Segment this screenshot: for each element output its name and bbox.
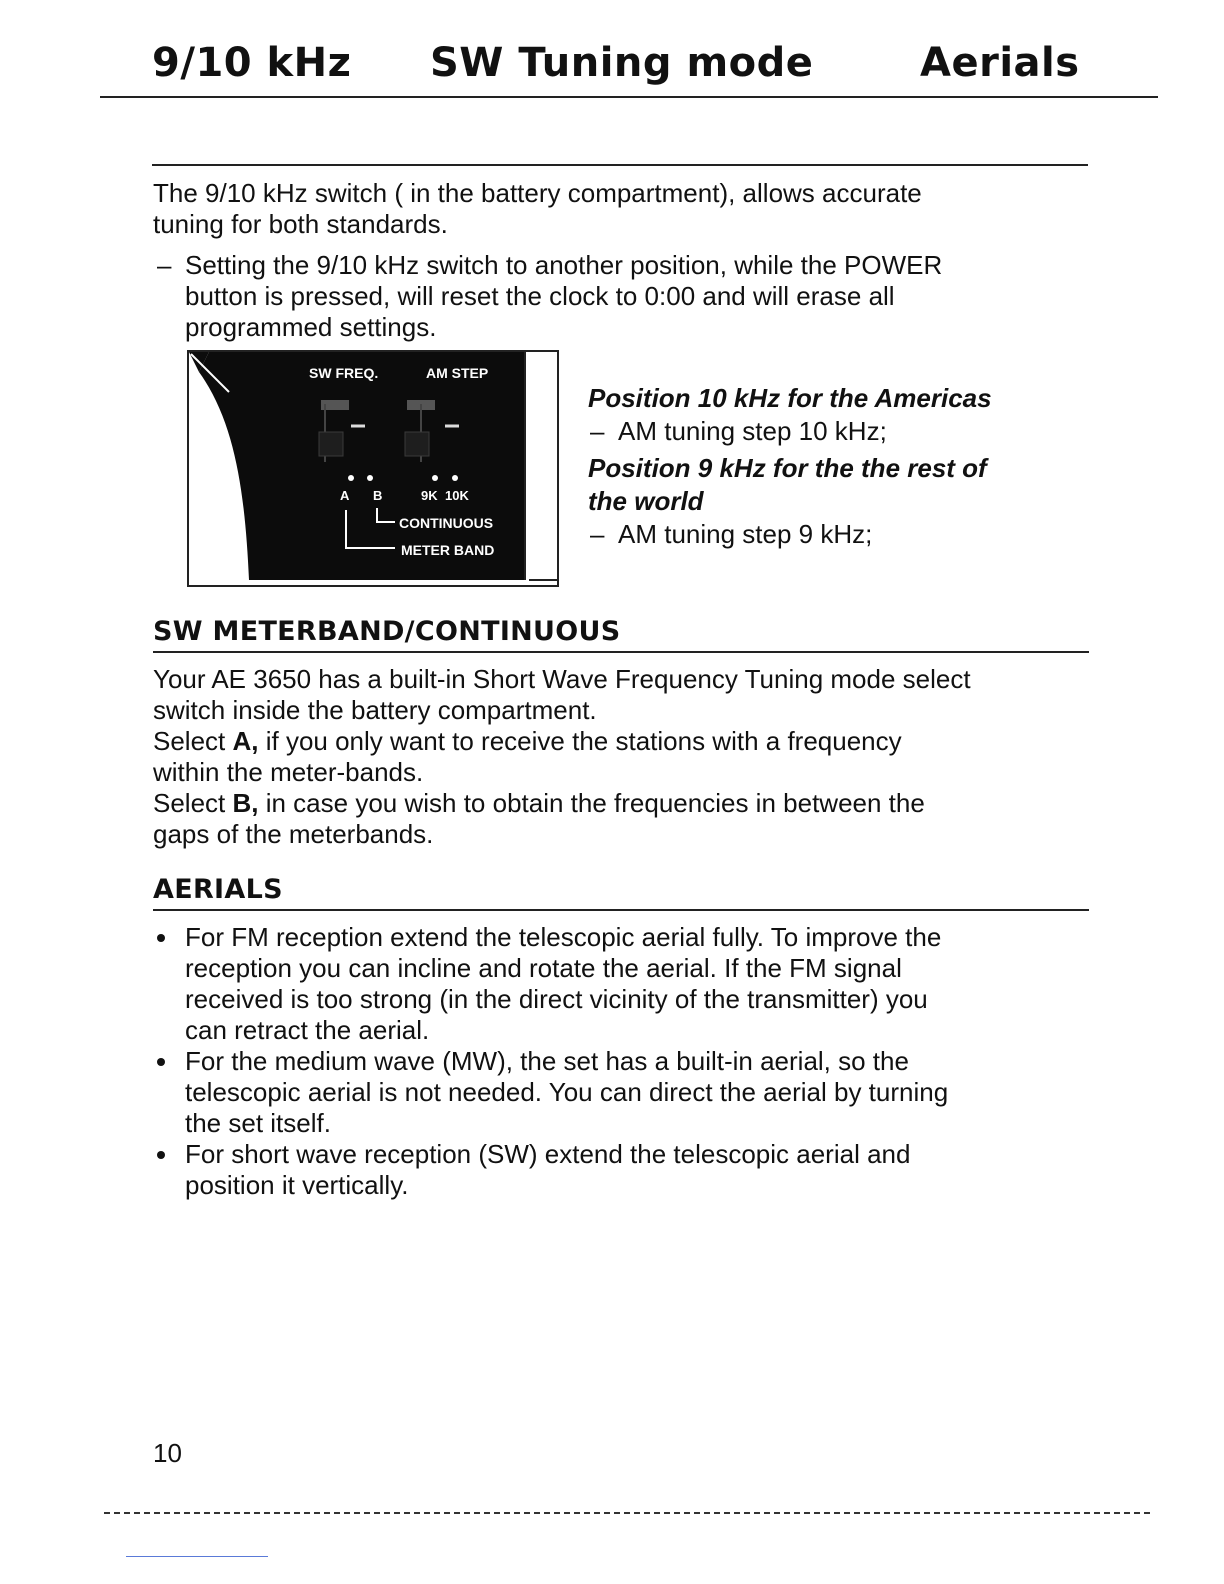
position-10k-label: 10K xyxy=(445,488,469,503)
switch-panel-graphic xyxy=(189,352,557,585)
select-a-rest: if you only want to receive the stations with a frequency xyxy=(258,726,902,756)
para-line: gaps of the meterbands. xyxy=(153,819,434,849)
position-descriptions xyxy=(588,382,1068,551)
para-line: Your AE 3650 has a built-in Short Wave Frequency Tuning mode select xyxy=(153,664,971,694)
intro-line: The 9/10 kHz switch ( in the battery compartment), allows accurate xyxy=(153,178,922,208)
header-rule xyxy=(100,96,1158,98)
warning-line: button is pressed, will reset the clock to 0:00 and will erase all xyxy=(185,281,895,311)
para-line: switch inside the battery compartment. xyxy=(153,695,597,725)
intro-paragraph xyxy=(153,178,1093,240)
page-number: 10 xyxy=(153,1438,182,1468)
para-line: within the meter-bands. xyxy=(153,757,424,787)
switch-panel-image xyxy=(187,350,559,587)
bullet-line: For short wave reception (SW) extend the telescopic aerial and xyxy=(185,1139,911,1169)
position-9-text: AM tuning step 9 kHz; xyxy=(618,519,873,549)
warning-line: programmed settings. xyxy=(185,312,437,342)
warning-line: Setting the 9/10 kHz switch to another position, while the POWER xyxy=(185,250,943,280)
bullet-line: telescopic aerial is not needed. You can direct the aerial by turning xyxy=(185,1077,949,1107)
intro-line: tuning for both standards. xyxy=(153,209,448,239)
position-9-heading-line: Position 9 kHz for the the rest of xyxy=(588,453,987,483)
am-step-label: AM STEP xyxy=(426,365,489,381)
position-b-label: B xyxy=(373,488,383,503)
position-9-heading xyxy=(588,452,1068,518)
list-item xyxy=(153,1139,1093,1201)
list-item xyxy=(153,1046,1093,1139)
bullet-line: reception you can incline and rotate the aerial. If the FM signal xyxy=(185,953,902,983)
select-b-bold: B, xyxy=(232,788,259,818)
section-top-rule xyxy=(152,164,1088,166)
footer-rule xyxy=(104,1512,1150,1514)
header-title-center: SW Tuning mode xyxy=(430,40,814,86)
bullet-line: position it vertically. xyxy=(185,1170,409,1200)
select-a-prefix: Select xyxy=(153,726,233,756)
position-10-text: AM tuning step 10 kHz; xyxy=(618,416,887,446)
position-9-item xyxy=(588,518,1068,551)
sw-freq-label: SW FREQ. xyxy=(309,365,379,381)
select-a-bold: A, xyxy=(232,726,259,756)
position-9-heading-line: the world xyxy=(588,486,704,516)
bullet-line: For the medium wave (MW), the set has a built-in aerial, so the xyxy=(185,1046,909,1076)
reset-warning-item xyxy=(153,250,1093,343)
header-title-left: 9/10 kHz xyxy=(152,40,352,86)
dash-mark: – xyxy=(590,416,605,446)
bullet-line: can retract the aerial. xyxy=(185,1015,430,1045)
meterband-paragraph xyxy=(153,664,1093,850)
header-title-right: Aerials xyxy=(920,40,1080,86)
position-10-item xyxy=(588,415,1068,448)
bullet-line: received is too strong (in the direct vicinity of the transmitter) you xyxy=(185,984,928,1014)
aerials-list xyxy=(153,922,1093,1201)
blue-underline-mark xyxy=(126,1556,268,1557)
select-b-line xyxy=(153,788,1093,819)
bullet-icon xyxy=(157,1058,165,1066)
bullet-line: the set itself. xyxy=(185,1108,331,1138)
bullet-line: For FM reception extend the telescopic aerial fully. To improve the xyxy=(185,922,942,952)
list-item xyxy=(153,922,1093,1046)
bullet-icon xyxy=(157,1151,165,1159)
dash-mark: – xyxy=(157,250,172,280)
select-b-prefix: Select xyxy=(153,788,233,818)
meterband-heading: SW METERBAND/CONTINUOUS xyxy=(153,616,1089,653)
position-9k-label: 9K xyxy=(421,488,438,503)
select-b-rest: in case you wish to obtain the frequencies in between the xyxy=(258,788,925,818)
bullet-icon xyxy=(157,934,165,942)
dash-mark: – xyxy=(590,519,605,549)
position-a-label: A xyxy=(340,488,350,503)
meter-band-label: METER BAND xyxy=(401,542,495,558)
position-10-heading: Position 10 kHz for the Americas xyxy=(588,383,992,413)
select-a-line xyxy=(153,726,1093,757)
aerials-heading: AERIALS xyxy=(153,874,1089,911)
continuous-label: CONTINUOUS xyxy=(399,515,494,531)
